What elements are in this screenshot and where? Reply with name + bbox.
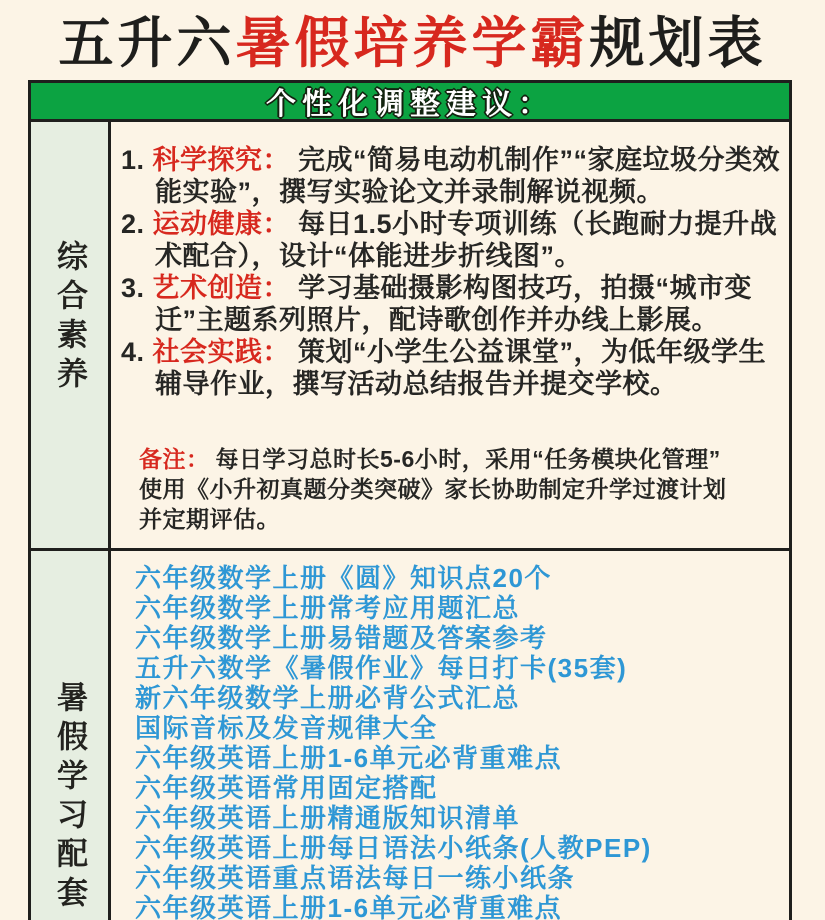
material-item: 六年级数学上册《圆》知识点20个 [135, 563, 552, 593]
item-label: 运动健康： [152, 209, 291, 239]
row-summer-study-kit [31, 551, 789, 920]
plan-item-sports [121, 208, 781, 272]
plan-table [28, 80, 792, 920]
item-number: 4. [121, 337, 145, 367]
title-part-black-1: 五升六 [58, 12, 236, 74]
content-cell-suggestions [111, 122, 789, 548]
page-title [0, 0, 825, 76]
note-label: 备注： [139, 446, 210, 472]
row-label-cell-1 [31, 122, 111, 548]
plan-item-science [121, 144, 781, 208]
row-label-summer-study-kit: 暑假学习配套 [52, 681, 87, 915]
plan-item-social [121, 336, 781, 400]
material-item: 五升六数学《暑假作业》每日打卡(35套) [135, 653, 628, 683]
item-text: 策划“小学生公益课堂”，为低年级学生辅导作业，撰写活动总结报告并提交学校。 [155, 337, 767, 399]
material-item: 六年级英语上册1-6单元必背重难点 [135, 893, 563, 920]
note-block [139, 444, 781, 534]
note-line-3: 并定期评估。 [139, 506, 280, 532]
material-item: 六年级数学上册易错题及答案参考 [135, 623, 548, 653]
material-item: 六年级英语上册每日语法小纸条(人教PEP) [135, 833, 652, 863]
row-label-cell-2 [31, 551, 111, 920]
material-item: 国际音标及发音规律大全 [135, 713, 438, 743]
section-header-bar [31, 83, 789, 122]
material-item: 新六年级数学上册必背公式汇总 [135, 683, 521, 713]
material-item: 六年级英语上册1-6单元必背重难点 [135, 743, 563, 773]
item-text: 每日1.5小时专项训练（长跑耐力提升战术配合），设计“体能进步折线图”。 [155, 209, 778, 271]
material-item: 六年级英语上册精通版知识清单 [135, 803, 521, 833]
section-header-label: 个性化调整建议： [266, 88, 554, 121]
plan-item-art [121, 272, 781, 336]
item-number: 2. [121, 209, 145, 239]
material-item: 六年级数学上册常考应用题汇总 [135, 593, 521, 623]
item-text: 学习基础摄影构图技巧，拍摄“城市变迁”主题系列照片，配诗歌创作并办线上影展。 [155, 273, 753, 335]
content-cell-materials-list [111, 551, 789, 920]
item-label: 社会实践： [152, 337, 291, 367]
note-line-1 [139, 444, 781, 474]
title-part-red: 暑假培养学霸 [235, 12, 590, 74]
item-label: 科学探究： [152, 145, 291, 175]
material-item: 六年级英语重点语法每日一练小纸条 [135, 863, 576, 893]
row-comprehensive-literacy [31, 122, 789, 551]
item-number: 1. [121, 145, 145, 175]
title-part-black-2: 规划表 [589, 12, 767, 74]
item-text: 完成“简易电动机制作”“家庭垃圾分类效能实验”，撰写实验论文并录制解说视频。 [155, 145, 781, 207]
item-label: 艺术创造： [152, 273, 291, 303]
material-item: 六年级英语常用固定搭配 [135, 773, 438, 803]
note-line-2: 使用《小升初真题分类突破》家长协助制定升学过渡计划 [139, 476, 727, 502]
note-text-1: 每日学习总时长5-6小时，采用“任务模块化管理” [215, 446, 721, 472]
item-number: 3. [121, 273, 145, 303]
row-label-comprehensive-literacy: 综合素养 [52, 240, 87, 396]
